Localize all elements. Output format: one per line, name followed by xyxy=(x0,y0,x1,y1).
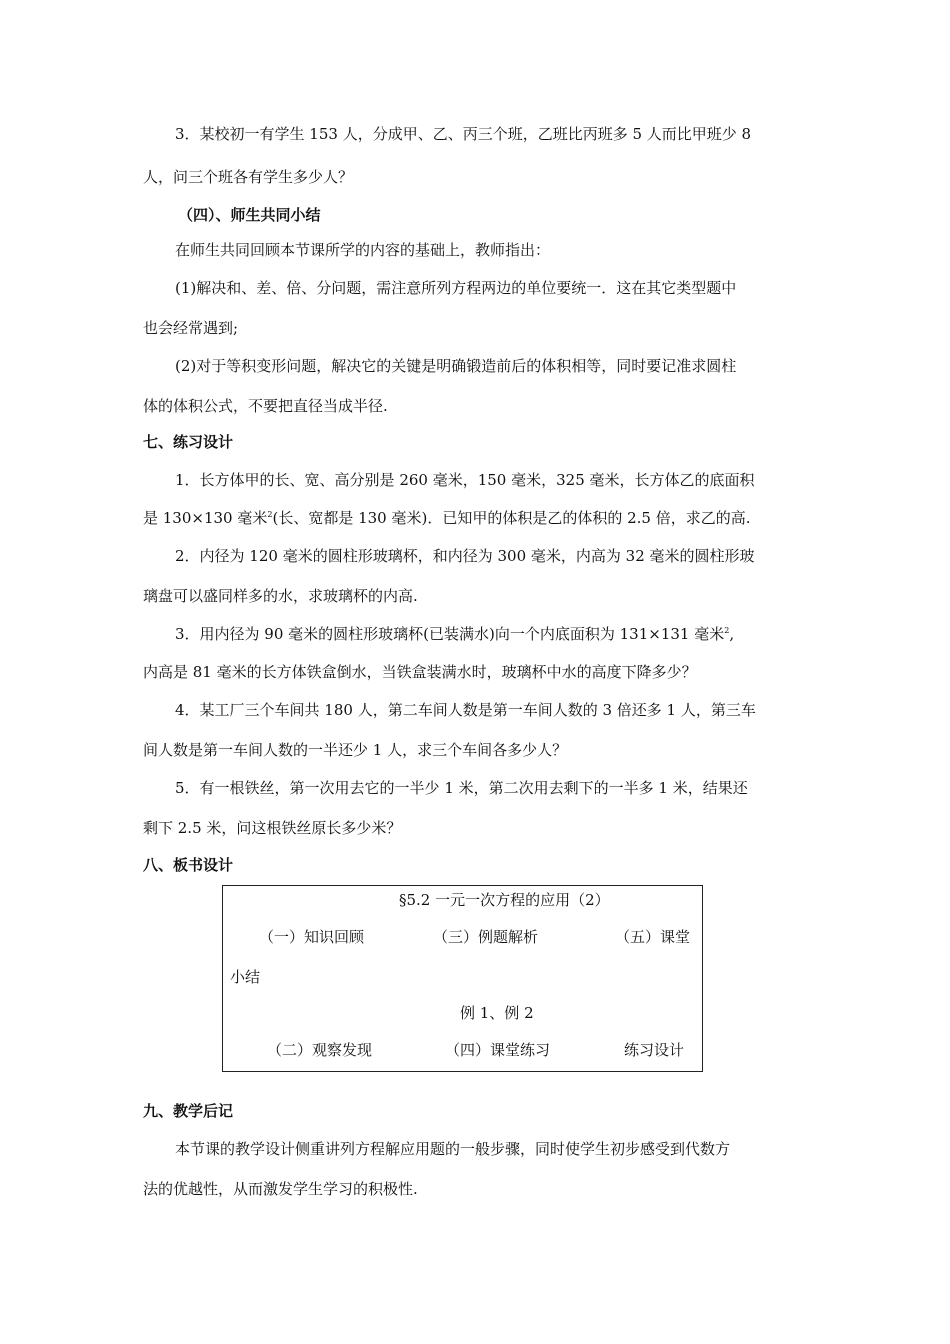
board-example-analysis: （三）例题解析 xyxy=(433,928,539,946)
board-class-summary-cont: 小结 xyxy=(230,968,261,986)
practice-3-line-1 xyxy=(175,624,815,644)
exercise-3-line-1: 3．某校初一有学生 153 人，分成甲、乙、丙三个班，乙班比丙班多 5 人而比甲班少 8 xyxy=(175,125,752,143)
board-design-box xyxy=(222,885,703,1072)
practice-1-line-2 xyxy=(143,508,813,528)
summary-intro: 在师生共同回顾本节课所学的内容的基础上，教师指出： xyxy=(175,241,551,259)
board-class-practice: （四）课堂练习 xyxy=(445,1041,551,1059)
practice-2-line-2: 璃盘可以盛同样多的水，求玻璃杯的内高. xyxy=(143,587,418,605)
practice-4-line-1: 4．某工厂三个车间共 180 人，第二车间人数是第一车间人数的 3 倍还多 1 人，第三车 xyxy=(175,701,756,719)
exercise-3-line-2: 人，问三个班各有学生多少人？ xyxy=(143,168,354,186)
section-board-heading: 八、板书设计 xyxy=(143,856,234,874)
notes-line-2: 法的优越性，从而激发学生学习的积极性. xyxy=(143,1180,418,1198)
section-notes-heading: 九、教学后记 xyxy=(143,1102,234,1120)
board-knowledge-review: （一）知识回顾 xyxy=(259,928,365,946)
practice-4-line-2: 间人数是第一车间人数的一半还少 1 人，求三个车间各多少人？ xyxy=(143,741,568,759)
superscript-2: 2 xyxy=(267,510,273,519)
summary-point-2-line-2: 体的体积公式，不要把直径当成半径. xyxy=(143,397,388,415)
practice-1-text-b: (长、宽都是 130 毫米)．已知甲的体积是乙的体积的 2.5 倍，求乙的高. xyxy=(272,509,751,527)
practice-1-text-a: 是 130×130 毫米 xyxy=(143,509,268,527)
board-practice-design: 练习设计 xyxy=(624,1041,685,1059)
superscript-2: 2 xyxy=(724,626,730,635)
notes-line-1: 本节课的教学设计侧重讲列方程解应用题的一般步骤，同时使学生初步感受到代数方 xyxy=(175,1140,731,1158)
practice-5-line-2: 剩下 2.5 米，问这根铁丝原长多少米？ xyxy=(143,819,402,837)
practice-5-line-1: 5．有一根铁丝，第一次用去它的一半少 1 米，第二次用去剩下的一半多 1 米，结果还 xyxy=(175,779,748,797)
board-title: §5.2 一元一次方程的应用（2） xyxy=(399,891,610,909)
practice-3-text-a: 3．用内径为 90 毫米的圆柱形玻璃杯(已装满水)向一个内底面积为 131×131 毫米 xyxy=(175,625,725,643)
practice-2-line-1: 2．内径为 120 毫米的圆柱形玻璃杯，和内径为 300 毫米，内高为 32 毫米的圆柱形玻 xyxy=(175,547,755,565)
section-summary-heading: （四）、师生共同小结 xyxy=(178,206,321,224)
practice-3-line-2: 内高是 81 毫米的长方体铁盒倒水，当铁盒装满水时，玻璃杯中水的高度下降多少？ xyxy=(143,663,697,681)
board-examples: 例 1、例 2 xyxy=(460,1004,534,1022)
board-observe-discover: （二）观察发现 xyxy=(267,1041,373,1059)
board-class-summary: （五）课堂 xyxy=(615,928,691,946)
section-practice-heading: 七、练习设计 xyxy=(143,433,234,451)
practice-3-text-b: , xyxy=(729,625,735,643)
summary-point-1-line-2: 也会经常遇到; xyxy=(143,319,239,337)
summary-point-1-line-1: (1)解决和、差、倍、分问题，需注意所列方程两边的单位要统一．这在其它类型题中 xyxy=(175,279,737,297)
summary-point-2-line-1: (2)对于等积变形问题，解决它的关键是明确锻造前后的体积相等，同时要记准求圆柱 xyxy=(175,357,737,375)
practice-1-line-1: 1．长方体甲的长、宽、高分别是 260 毫米，150 毫米，325 毫米，长方体乙的底面积 xyxy=(175,471,755,489)
